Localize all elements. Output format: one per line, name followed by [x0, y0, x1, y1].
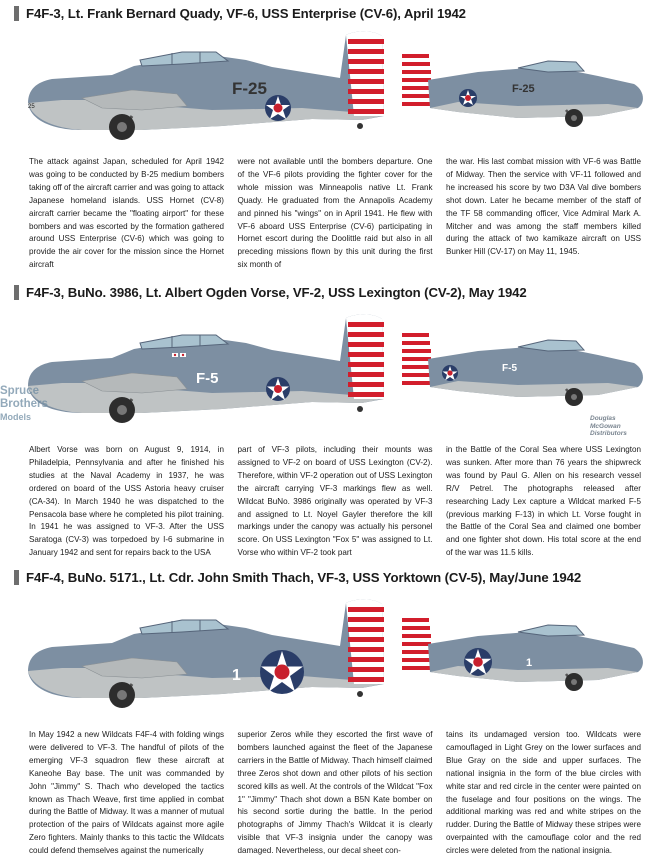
section-heading [14, 570, 581, 585]
national-insignia [442, 365, 458, 381]
text-column: in the Battle of the Coral Sea where USS Lexington was sunken. After more than 76 years the shipwreck was found by Paul G. Allen on his research vessel R/V Petrel. The photographs released after researching Lady Lex capture a Wildcat marked F-5 (previous marking F-13) in which Lt. Vorse fought in the Battle of the Coral Sea and claimed one bomber and one fighter shot down. His total score at the end of the war was 11.5 kills. [446, 445, 641, 558]
text-column: The attack against Japan, scheduled for April 1942 was going to be conducted by B-25 medium bombers taking off of the aircraft carrier and was going to attack Japanese homeland islands. USS Hornet (CV-8) aircraft carrier became the "floating airport" for these bombers and was escorted by the formation gathered around USS Enterprise (CV-6) which was going to provide the air cover for the mission since the Hornet aircraft [29, 157, 224, 270]
aircraft-profile-other-side [398, 325, 650, 407]
national-insignia [464, 648, 492, 676]
text-column: In May 1942 a new Wildcats F4F-4 with folding wings were delivered to VF-3. The handful of pilots of the emerging VF-3 squadron flew these aircraft at Kaneohe Bay base. The unit was commanded by John "Jimmy" S. Thach who developed the tactics known as Thach Weave, first time applied in combat during the Battle of Midway. It was a manner of mutual protection of the pairs of Wildcats against more agile Zero fighters. Mainly thanks to this tactic the Wildcats could defend themselves against the numerically [29, 730, 224, 856]
text-column: the war. His last combat mission with VF-6 was Battle of Midway. Then the service with VF-11 followed and he increased his score by two D3A Val dive bombers shot down. Later he became member of the staff of the TF 58 commanding officer, Vice Admiral Mark A. Mitcher and was among the staff members killed during the attack of two kamikaze aircraft on USS Bunker Hill (CV-17) on May 11, 1945. [446, 157, 641, 257]
text-column: part of VF-3 pilots, including their mounts was assigned to VF-2 on board of USS Lexington (CV-2). Therefore, within VF-2 operation out of USS Lexington the aircraft carrying VF-3 markings flew as well. Wildcat BuNo. 3986 originally was operated by VF-3 and assigned to Lt. Noyel Gayler therefore the kill markings under the canopy was actually his personel score. On USS Lexington "Fox 5" was assigned to Lt. Vorse who within VF-2 took part [237, 445, 433, 558]
fuselage-code: F-25 [512, 83, 535, 95]
fuselage-code: 1 [526, 657, 533, 669]
section-title: F4F-3, BuNo. 3986, Lt. Albert Ogden Vorse, VF-2, USS Lexington (CV-2), May 1942 [26, 285, 527, 300]
watermark-logo-right: Douglas McGowan Distributors [590, 415, 627, 437]
fuselage-code: 1 [232, 667, 241, 684]
profile-section-thach [0, 570, 667, 859]
national-insignia [260, 650, 304, 694]
fuselage-code: F-5 [502, 363, 517, 374]
text-column: Albert Vorse was born on August 9, 1914, in Philadelpia, Pennsylvania and after he finished his studies at the Naval Academy in 1937, he was ordered on board of the USS Astoria heavy cruiser (CA-34). In March 1940 he was dispatched to the Pensacola base where he completed his pilot training. In 1941 he was assigned to VF-3. After the USS Saratoga (CV-3) was torpedoed by I-6 submarine in January 1942 and sent for repairs back to the USA [29, 445, 224, 558]
aircraft-profile-main [22, 30, 392, 148]
fuselage-code: F-25 [232, 79, 267, 98]
heading-bar [14, 6, 19, 21]
national-insignia [265, 95, 291, 121]
rudder-stripes [346, 31, 384, 116]
aircraft-profile-other-side [398, 610, 650, 692]
text-column: superior Zeros while they escorted the first wave of bombers launched against the fleet of the Japanese carriers in the Battle of Midway. Thach himself claimed three Zeros shot down and other pilots of his section scored kills as well. At the controls of the Wildcat "Fox 1" "Jimmy" Thach shot down a B5N Kate bomber on his second sortie during the battle. In the period photographs of Jimmy Thach's Wildcat it is clearly visible that VF-3 insignia under the canopy was damaged. Nevertheless, our decal sheet con- [237, 730, 433, 856]
profile-section-quady [0, 0, 667, 285]
national-insignia [266, 377, 290, 401]
cowl-number: 25 [28, 104, 35, 110]
text-column: tains its undamaged version too. Wildcats were camouflaged in Light Grey on the lower surfaces and Blue Gray on the side and upper surfaces. The national insignia in the form of the blue circles with white star and red circle in the center were painted on the fuselage and four positions on the wings. The additional marking was red and white stripes on the rudder. During the Battle of Midway these stripes were overpainted with the camouflage color and the red circles were deleted from the national insignia. [446, 730, 641, 856]
section-heading [14, 6, 466, 21]
section-title: F4F-4, BuNo. 5171., Lt. Cdr. John Smith Thach, VF-3, USS Yorktown (CV-5), May/June 1942 [26, 570, 582, 585]
text-columns [29, 729, 641, 858]
text-columns [29, 156, 641, 272]
heading-bar [14, 285, 19, 300]
section-heading [14, 285, 527, 300]
aircraft-profile-main [22, 598, 392, 716]
watermark-logo-left: Spruce Brothers Models [0, 385, 48, 422]
national-insignia [459, 89, 477, 107]
section-title: F4F-3, Lt. Frank Bernard Quady, VF-6, USS Enterprise (CV-6), April 1942 [26, 6, 466, 21]
landing-gear [565, 109, 583, 127]
heading-bar [14, 570, 19, 585]
profile-section-vorse [0, 285, 667, 570]
landing-gear [565, 388, 583, 406]
text-columns [29, 444, 641, 560]
rudder-stripes [346, 599, 384, 684]
fuselage-code: F-5 [196, 370, 219, 387]
rudder-stripes [346, 314, 384, 399]
text-column: were not available until the bombers departure. One of the VF-6 pilots providing the fighter cover for the whole mission was Minneapolis native Lt. Frank Quady. He graduated from the Annapolis Academy and pinned his "wings" on in April 1941. He flew with VF-6 aboard USS Enterprise (CV-6) participating in Hornet escort during the Doolittle raid but also in all preceding missions flown by this unit during the first six month of [237, 157, 433, 270]
landing-gear [565, 673, 583, 691]
aircraft-profile-other-side [398, 46, 650, 128]
